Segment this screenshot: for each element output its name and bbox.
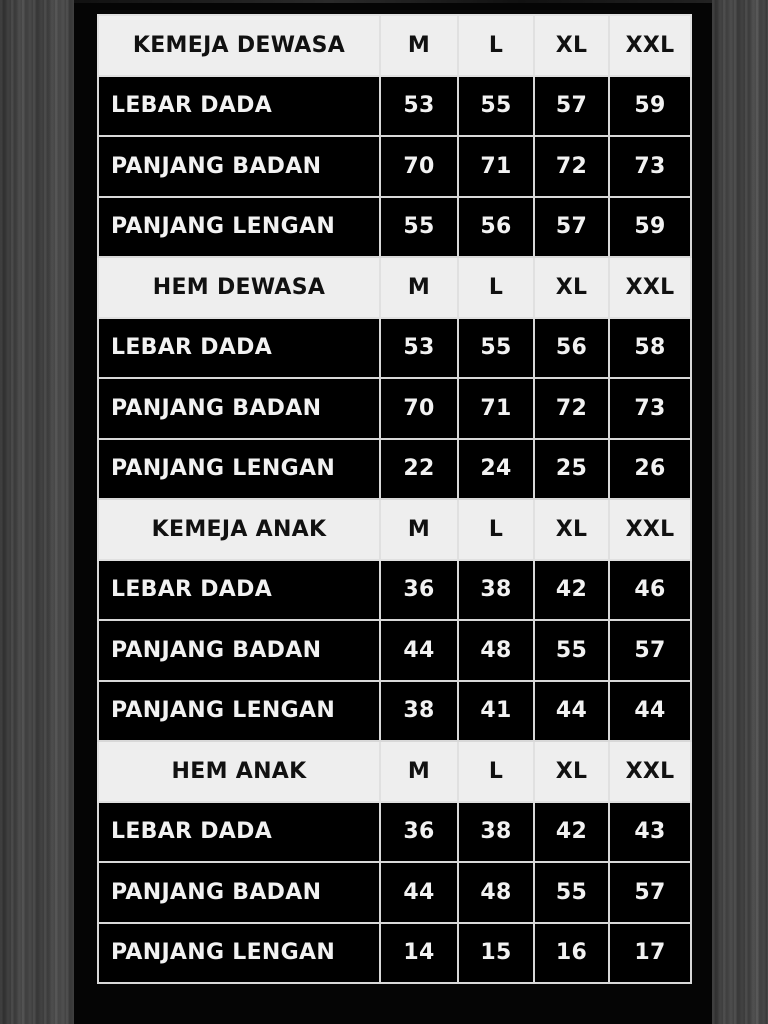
measurement-value: 72 <box>534 378 609 439</box>
measurement-value: 57 <box>534 76 609 137</box>
measurement-value: 48 <box>458 620 534 681</box>
size-column-header: L <box>458 15 534 76</box>
measurement-row <box>98 620 691 681</box>
measurement-value: 42 <box>534 802 609 863</box>
section-header-row <box>98 499 691 560</box>
measurement-row <box>98 923 691 984</box>
size-column-header: M <box>380 499 458 560</box>
section-header-row <box>98 257 691 318</box>
measurement-value: 38 <box>458 802 534 863</box>
measurement-value: 44 <box>380 862 458 923</box>
measurement-row <box>98 862 691 923</box>
section-title: KEMEJA ANAK <box>98 499 380 560</box>
measurement-label: LEBAR DADA <box>98 560 380 621</box>
measurement-row <box>98 439 691 500</box>
measurement-label: PANJANG BADAN <box>98 862 380 923</box>
measurement-value: 56 <box>458 197 534 258</box>
measurement-value: 15 <box>458 923 534 984</box>
measurement-value: 59 <box>609 76 691 137</box>
size-column-header: XL <box>534 499 609 560</box>
measurement-value: 42 <box>534 560 609 621</box>
measurement-value: 36 <box>380 560 458 621</box>
size-column-header: XXL <box>609 741 691 802</box>
measurement-value: 17 <box>609 923 691 984</box>
size-column-header: L <box>458 257 534 318</box>
size-chart-body <box>98 15 691 983</box>
measurement-value: 38 <box>458 560 534 621</box>
measurement-value: 70 <box>380 136 458 197</box>
measurement-value: 24 <box>458 439 534 500</box>
size-column-header: XL <box>534 15 609 76</box>
measurement-value: 36 <box>380 802 458 863</box>
measurement-value: 57 <box>534 197 609 258</box>
measurement-row <box>98 76 691 137</box>
measurement-value: 41 <box>458 681 534 742</box>
measurement-value: 56 <box>534 318 609 379</box>
size-chart-table <box>97 14 692 984</box>
measurement-label: LEBAR DADA <box>98 76 380 137</box>
measurement-row <box>98 136 691 197</box>
measurement-value: 70 <box>380 378 458 439</box>
size-column-header: M <box>380 741 458 802</box>
measurement-value: 43 <box>609 802 691 863</box>
measurement-label: PANJANG LENGAN <box>98 439 380 500</box>
measurement-label: LEBAR DADA <box>98 318 380 379</box>
measurement-row <box>98 681 691 742</box>
size-column-header: L <box>458 741 534 802</box>
measurement-value: 57 <box>609 620 691 681</box>
measurement-label: LEBAR DADA <box>98 802 380 863</box>
measurement-label: PANJANG LENGAN <box>98 681 380 742</box>
measurement-value: 44 <box>380 620 458 681</box>
measurement-value: 44 <box>534 681 609 742</box>
measurement-label: PANJANG BADAN <box>98 620 380 681</box>
measurement-value: 58 <box>609 318 691 379</box>
section-title: KEMEJA DEWASA <box>98 15 380 76</box>
measurement-value: 55 <box>458 318 534 379</box>
cropped-top-edge <box>74 0 712 3</box>
measurement-value: 73 <box>609 378 691 439</box>
size-column-header: L <box>458 499 534 560</box>
measurement-value: 38 <box>380 681 458 742</box>
measurement-value: 25 <box>534 439 609 500</box>
measurement-value: 16 <box>534 923 609 984</box>
size-column-header: XL <box>534 741 609 802</box>
measurement-value: 72 <box>534 136 609 197</box>
measurement-value: 59 <box>609 197 691 258</box>
measurement-row <box>98 802 691 863</box>
measurement-row <box>98 560 691 621</box>
section-title: HEM ANAK <box>98 741 380 802</box>
measurement-value: 57 <box>609 862 691 923</box>
measurement-value: 55 <box>380 197 458 258</box>
measurement-value: 55 <box>458 76 534 137</box>
section-header-row <box>98 741 691 802</box>
measurement-label: PANJANG LENGAN <box>98 923 380 984</box>
measurement-label: PANJANG BADAN <box>98 378 380 439</box>
measurement-value: 22 <box>380 439 458 500</box>
measurement-value: 46 <box>609 560 691 621</box>
measurement-value: 71 <box>458 136 534 197</box>
size-column-header: M <box>380 15 458 76</box>
section-header-row <box>98 15 691 76</box>
size-column-header: XXL <box>609 499 691 560</box>
wood-background-left <box>0 0 74 1024</box>
measurement-row <box>98 197 691 258</box>
measurement-value: 14 <box>380 923 458 984</box>
measurement-value: 71 <box>458 378 534 439</box>
size-chart-panel <box>74 0 712 1024</box>
wood-background-right <box>712 0 768 1024</box>
measurement-value: 55 <box>534 620 609 681</box>
measurement-row <box>98 378 691 439</box>
measurement-label: PANJANG LENGAN <box>98 197 380 258</box>
section-title: HEM DEWASA <box>98 257 380 318</box>
measurement-row <box>98 318 691 379</box>
size-column-header: XXL <box>609 257 691 318</box>
measurement-value: 53 <box>380 76 458 137</box>
size-column-header: XXL <box>609 15 691 76</box>
measurement-value: 48 <box>458 862 534 923</box>
size-column-header: XL <box>534 257 609 318</box>
measurement-value: 53 <box>380 318 458 379</box>
measurement-value: 44 <box>609 681 691 742</box>
size-column-header: M <box>380 257 458 318</box>
measurement-value: 73 <box>609 136 691 197</box>
measurement-value: 55 <box>534 862 609 923</box>
measurement-label: PANJANG BADAN <box>98 136 380 197</box>
measurement-value: 26 <box>609 439 691 500</box>
